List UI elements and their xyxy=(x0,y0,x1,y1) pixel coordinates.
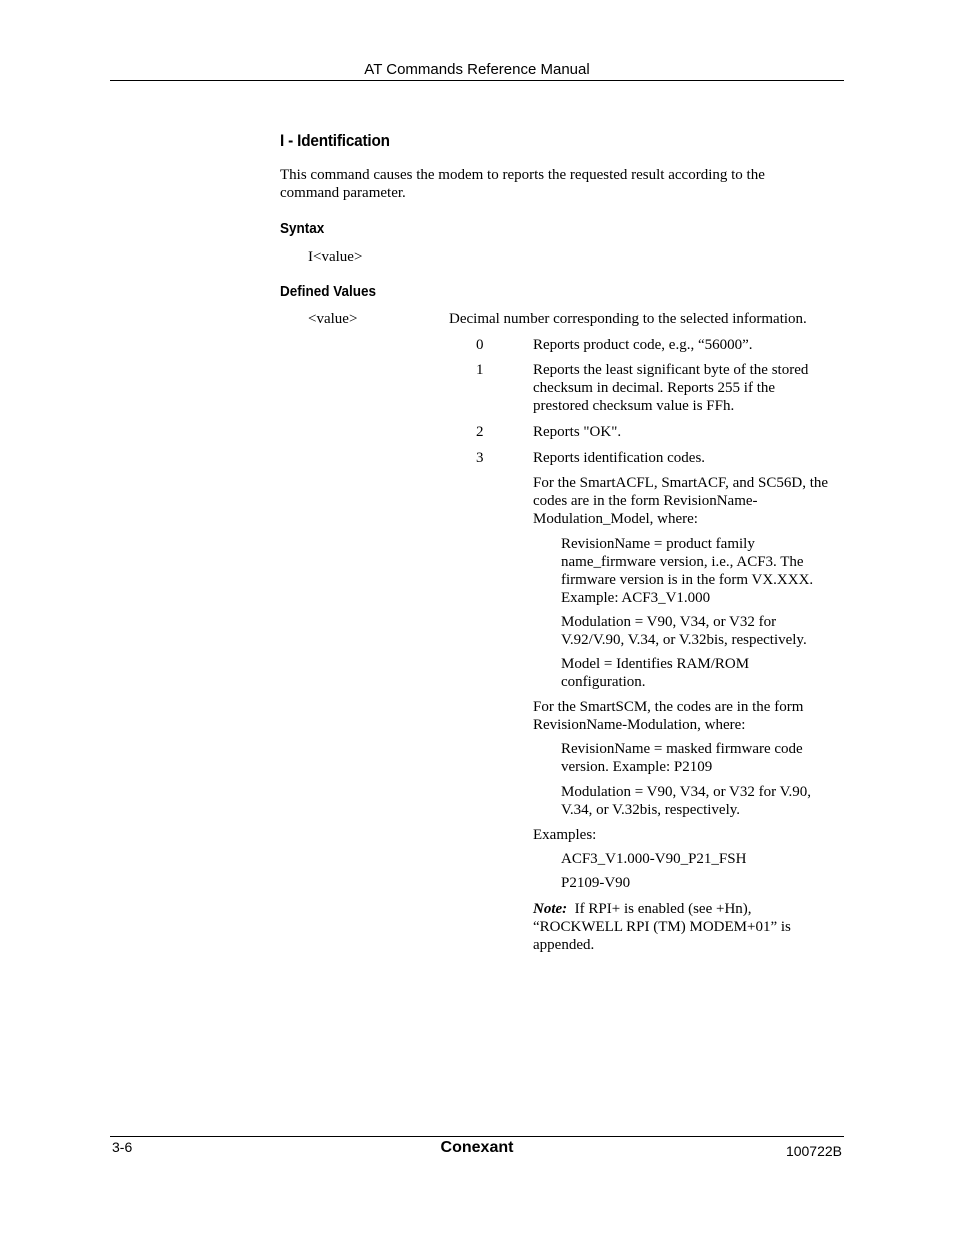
section-title: I - Identification xyxy=(280,131,390,150)
footer-rule xyxy=(110,1136,844,1137)
value-description: Decimal number corresponding to the selected information. xyxy=(449,311,807,327)
value-number: 3 xyxy=(476,450,484,466)
value-number: 0 xyxy=(476,337,484,353)
value-text: Reports identification codes. xyxy=(533,450,706,466)
value-text: Reports "OK". xyxy=(533,424,622,440)
scm-item: Modulation = V90, V34, or V32 for V.90, V.34, or V.32bis, respectively. xyxy=(561,784,812,818)
example-code: P2109-V90 xyxy=(561,875,631,891)
note-label: Note: xyxy=(533,901,568,917)
scm-item: RevisionName = masked firmware code version. Example: P2109 xyxy=(561,741,803,775)
acf-item: Modulation = V90, V34, or V32 for V.92/V.90, V.34, or V.32bis, respectively. xyxy=(561,614,807,648)
running-header: AT Commands Reference Manual xyxy=(364,61,590,78)
examples-label: Examples: xyxy=(533,827,597,843)
syntax-heading: Syntax xyxy=(280,220,325,237)
example-code: ACF3_V1.000-V90_P21_FSH xyxy=(561,851,747,867)
value-text: Reports the least significant byte of the stored checksum in decimal. Reports 255 if the prestored checksum value is FFh. xyxy=(533,362,809,414)
header-rule xyxy=(110,80,844,81)
scm-intro: For the SmartSCM, the codes are in the form RevisionName-Modulation, where: xyxy=(533,699,804,733)
company-name: Conexant xyxy=(440,1139,514,1156)
note-text: If RPI+ is enabled (see +Hn), “ROCKWELL RPI (TM) MODEM+01” is appended. xyxy=(533,901,791,953)
acf-item: RevisionName = product family name_firmware version, i.e., ACF3. The firmware version is in the form VX.XXX. Example: ACF3_V1.000 xyxy=(561,536,814,606)
acf-intro: For the SmartACFL, SmartACF, and SC56D, the codes are in the form RevisionName-Modulation_Model, where: xyxy=(533,475,829,527)
value-number: 2 xyxy=(476,424,484,440)
syntax-value: I<value> xyxy=(308,249,363,265)
value-term: <value> xyxy=(308,311,358,327)
acf-item: Model = Identifies RAM/ROM configuration. xyxy=(561,656,750,690)
value-number: 1 xyxy=(476,362,484,378)
defined-values-heading: Defined Values xyxy=(280,283,377,300)
page-number: 3-6 xyxy=(112,1139,133,1155)
value-text: Reports product code, e.g., “56000”. xyxy=(533,337,753,353)
document-number: 100722B xyxy=(785,1143,842,1159)
note-paragraph xyxy=(533,900,818,954)
intro-paragraph: This command causes the modem to reports the requested result according to the command parameter. xyxy=(280,167,765,201)
